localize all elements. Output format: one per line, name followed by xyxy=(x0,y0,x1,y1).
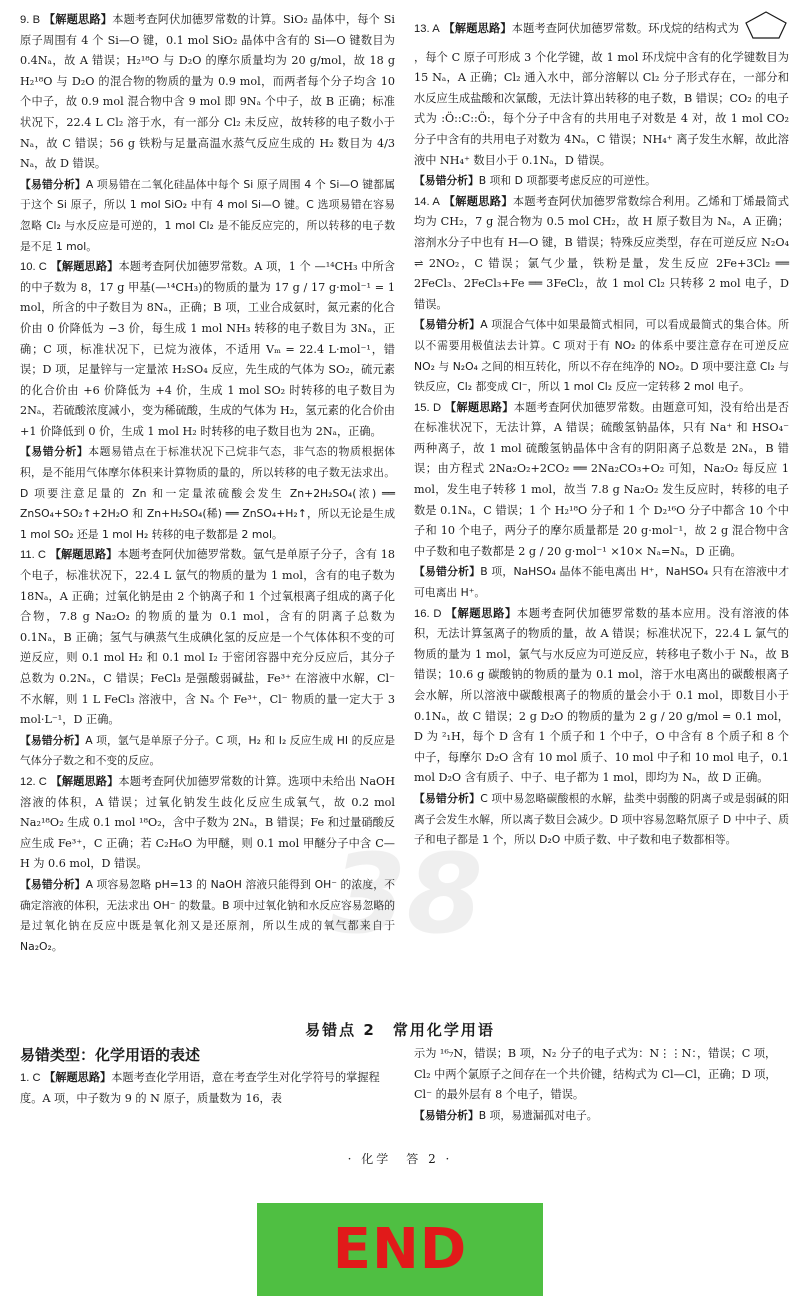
left-column xyxy=(20,10,395,957)
analysis-text: B 项和 D 项都要考虑反应的可逆性。 xyxy=(478,174,656,188)
question-14 xyxy=(414,192,789,316)
analysis-tag: 【易错分析】 xyxy=(20,734,86,747)
analysis-text: A 项，氩气是单原子分子。C 项，H₂ 和 I₂ 反应生成 HI 的反应是气体分子数之和不变的反应。 xyxy=(20,733,395,768)
analysis-text: B 项，易遗漏孤对电子。 xyxy=(478,1108,598,1122)
analysis-15 xyxy=(414,562,789,603)
analysis-tag: 【易错分析】 xyxy=(20,446,89,459)
solution-text: 本题考查阿伏加德罗常数的计算。选项中未给出 NaOH 溶液的体积，A 错误；过氧化钠发生歧化反应生成氧气，故 0.2 mol Na₂¹⁸O₂ 生成 0.1 mol ¹⁸O₂，含中子数为 2Nₐ，B 错误；Fe 和过量硝酸反应生成 Fe³⁺，C 正确；若 C₂H₆O 为甲醚，则 0.1 mol 甲醚分子中含 C—H 为 0.6 mol，D 错误。 xyxy=(20,774,395,871)
question-10 xyxy=(20,257,395,442)
cyclopentane-structure-icon xyxy=(743,10,789,48)
watermark: 38 xyxy=(330,830,484,958)
analysis-14 xyxy=(414,315,789,397)
section2-question-1 xyxy=(20,1068,395,1109)
analysis-tag: 【易错分析】 xyxy=(414,566,481,579)
analysis-tag: 【易错分析】 xyxy=(414,792,481,805)
solution-tag: 【解题思路】 xyxy=(49,549,118,562)
section2-right xyxy=(414,1044,789,1126)
analysis-12 xyxy=(20,875,395,957)
question-13 xyxy=(414,10,789,171)
solution-text: 本题考查阿伏加德罗常数的计算。SiO₂ 晶体中，每个 Si 原子周围有 4 个 Si—O 键，0.1 mol SiO₂ 晶体中含有的 Si—O 键数目为 0.4Nₐ，故 A 错误；H₂¹⁸O 与 D₂O 的摩尔质量均为 20 g/mol，故 18 g H₂¹⁸O 与 D₂O 的混合物的物质的量为 0.9 mol，而两者每个分子均含 10 个中子，故 0.9 mol 混合物中含 9 mol 即 9Nₐ 个中子，故 B 正确；标准状况下，22.4 L Cl₂ 溶于水，有一部分 Cl₂ 未反应，故转移的电子数小于 Nₐ，故 C 错误；56 g 铁粉与足量高温水蒸气反应生成的 H₂ 数目为 4/3 Nₐ，故 D 错误。 xyxy=(20,13,395,171)
solution-text-cont: ，每个 C 原子可形成 3 个化学键，故 1 mol 环戊烷中含有的化学键数目为 15 Nₐ，A 正确；Cl₂ 通入水中，部分溶解以 Cl₂ 分子形式存在，一部分和水反应生成盐酸和次氯酸，无法计算出转移的电子数，B 错误；CO₂ 的电子式为 :Ö::C::Ö:，每个分子中含有的共用电子对数是 4 对，故 1 mol CO₂ 分子中含有的共用电子对数为 4Nₐ，C 错误；NH₄⁺ 离子发生水解，故此溶液中 NH₄⁺ 数目小于 0.1Nₐ，D 错误。 xyxy=(414,50,789,167)
analysis-text: A 项容易忽略 pH=13 的 NaOH 溶液只能得到 OH⁻ 的浓度，不确定溶液的体积，无法求出 OH⁻ 的数量。B 项中过氧化钠和水反应容易忽略的是过氧化钠在反应中既是氧化剂又是还原剂，所以生成的氧气都来自于 Na₂O₂。 xyxy=(20,877,396,953)
analysis-tag: 【易错分析】 xyxy=(20,178,86,191)
solution-text: 本题考查化学用语，意在考查学生对化学符号的掌握程度。A 项，中子数为 9 的 N 原子，质量数为 16，表 xyxy=(20,1071,380,1105)
right-column xyxy=(414,10,789,851)
solution-tag: 【解题思路】 xyxy=(443,22,512,35)
analysis-text: A 项混合气体中如果最简式相同，可以看成最简式的集合体。所以不需要用极值法去计算。C 项对于有 NO₂ 的体系中要注意存在可逆反应 NO₂ 与 N₂O₄ 之间的相互转化，所以不存在纯净的 NO₂。D 项中要注意 Cl₂ 与铁反应，Cl₂ 都变成 Cl⁻，所以 1 mol Cl₂ 反应一定转移 2 mol 电子。 xyxy=(414,318,789,394)
section2-left xyxy=(20,1044,395,1109)
end-banner xyxy=(257,1203,543,1296)
question-number: 11. C xyxy=(20,549,47,562)
analysis-text: C 项中易忽略碳酸根的水解，盐类中弱酸的阴离子或是弱碱的阳离子会发生水解，所以离子数目会减少。D 项中容易忽略氘原子 D 中中子、质子和电子都是 1 个，所以 D₂O 中质子数、中子数和电子数都相等。 xyxy=(414,791,789,847)
question-9 xyxy=(20,10,395,175)
section-divider-heading: 易错点 2 常用化学用语 xyxy=(305,1021,495,1039)
question-number: 10. C xyxy=(20,261,47,274)
analysis-tag: 【易错分析】 xyxy=(20,878,86,891)
question-11 xyxy=(20,545,395,730)
question-15 xyxy=(414,398,789,563)
question-number: 9. B xyxy=(20,14,41,26)
analysis-tag: 【易错分析】 xyxy=(414,319,481,332)
question-number: 15. D xyxy=(414,401,442,414)
question-16 xyxy=(414,604,789,789)
analysis-16 xyxy=(414,789,789,851)
analysis-text: A 项易错在二氧化硅晶体中每个 Si 原子周围 4 个 Si—O 键都属于这个 Si 原子，所以 1 mol SiO₂ 中有 4 mol Si—O 键。C 选项易错在容易忽略 Cl₂ 与水反应是可逆的，1 mol Cl₂ 是不能反应完的，所以转移的电子数是不足 1 mol。 xyxy=(20,177,396,253)
solution-tag: 【解题思路】 xyxy=(44,1072,112,1084)
solution-text: 本题考查阿伏加德罗常数。环戊烷的结构式为 xyxy=(511,21,740,35)
question-number: 1. C xyxy=(20,1072,41,1084)
solution-tag: 【解题思路】 xyxy=(50,261,119,274)
solution-tag: 【解题思路】 xyxy=(43,14,113,26)
solution-text: 本题考查阿伏加德罗常数综合利用。乙烯和丁烯最简式均为 CH₂，7 g 混合物为 0.5 mol CH₂，故 H 原子数目为 Nₐ，A 正确；溶剂水分子中也有 H—O 键，B 错误；特殊反应类型，存在可逆反应 N₂O₄ ⇌ 2NO₂，C 错误；氯气少量，铁粉是量，发生反应 2Fe+3Cl₂ ══ 2FeCl₃、2FeCl₃+Fe ══ 3FeCl₂，故 1 mol Cl₂ 只转移 2 mol 电子，D 错误。 xyxy=(414,194,789,311)
analysis-tag: 【易错分析】 xyxy=(414,1109,479,1122)
question-number: 12. C xyxy=(20,775,47,788)
question-number: 14. A xyxy=(414,195,440,208)
question-12 xyxy=(20,772,395,875)
solution-tag: 【解题思路】 xyxy=(444,401,514,414)
question-number: 13. A xyxy=(414,22,440,35)
section2-analysis-1 xyxy=(414,1106,789,1127)
section2-question-1-cont xyxy=(414,1044,789,1106)
analysis-13 xyxy=(414,171,789,192)
solution-text: 本题考查阿伏加德罗常数的基本应用。没有溶液的体积，无法计算氢离子的物质的量，故 A 错误；标准状况下，22.4 L 氯气的物质的量为 1 mol，氯气与水反应为可逆反应，转移电子数小于 Nₐ，故 B 错误；10.6 g 碳酸钠的物质的量为 0.1 mol，溶于水电离出的碳酸根离子会水解，所以溶液中碳酸根离子的物质的量会小于 0.1 mol，即数目小于 0.1Nₐ，故 C 错误；2 g D₂O 的物质的量为 2 g / 20 g/mol = 0.1 mol，D 为 ²₁H，每个 D 含有 1 个质子和 1 个中子，O 中含有 8 个质子和 8 个中子，每摩尔 D₂O 含有 10 mol 质子、10 mol 中子和 10 mol 电子，0.1 mol D₂O 含有质子、中子、电子都为 1 mol，即均为 Nₐ，故 D 正确。 xyxy=(414,606,789,785)
solution-text: 本题考查阿伏加德罗常数。A 项，1 个 —¹⁴CH₃ 中所含的中子数为 8，17 g 甲基(—¹⁴CH₃)的物质的量为 17 g / 17 g·mol⁻¹ = 1 mol，所含的中子数目为 8Nₐ，正确；B 项，工业合成氨时，氮元素的化合价由 0 价降低为 −3 价，每生成 1 mol NH₃ 转移的电子数目为 3Nₐ，正确；C 项，标准状况下，已烷为液体，不适用 Vₘ = 22.4 L·mol⁻¹，错误；D 项，足量锌与一定量浓 H₂SO₄ 反应，先生成的气体为 SO₂，硫元素的化合价由 +6 价降低为 +4 价，生成 1 mol SO₂ 时转移的电子数目为 2Nₐ，若硫酸浓度减小，变为稀硫酸，生成的气体为 H₂，氢元素的化合价由 +1 价降低到 0 价，生成 1 mol H₂ 时转移的电子数目也为 2Nₐ，正确。 xyxy=(20,260,395,438)
analysis-10 xyxy=(20,442,395,545)
analysis-text: B 项，NaHSO₄ 晶体不能电离出 H⁺，NaHSO₄ 只有在溶液中才可电离出 H⁺。 xyxy=(414,565,790,600)
end-label: END xyxy=(332,1217,468,1282)
solution-tag: 【解题思路】 xyxy=(445,607,517,620)
solution-text: 本题考查阿伏加德罗常数。由题意可知，没有给出是否在标准状况下，无法计算，A 错误；硫酸氢钠晶体，只有 Na⁺ 和 HSO₄⁻ 两种离子，故 1 mol 硫酸氢钠晶体中含有的阴阳离子总数是 2Nₐ，B 错误；由方程式 2Na₂O₂+2CO₂ ══ 2Na₂CO₃+O₂ 可知，Na₂O₂ 每反应 1 mol，发生电子转移 1 mol，故当 7.8 g Na₂O₂ 发生反应时，转移的电子数是 0.1Nₐ，C 错误；1 个 H₂¹⁸O 分子和 1 个 D₂¹⁶O 分子中都含 10 个中子和 10 个电子，两分子的摩尔质量都是 20 g·mol⁻¹，故 2 g 混合物中含中子数和电子数都是 2 g / 20 g·mol⁻¹ ×10× Nₐ=Nₐ，D 正确。 xyxy=(414,400,789,558)
solution-text-cont: 示为 ¹⁶₇N，错误；B 项，N₂ 分子的电子式为：N⋮⋮N：，错误；C 项，Cl₂ 中两个氯原子之间存在一个共价键，结构式为 Cl—Cl，正确；D 项，Cl⁻ 的最外层有 8 个电子，错误。 xyxy=(414,1047,777,1102)
solution-tag: 【解题思路】 xyxy=(50,775,119,788)
analysis-11 xyxy=(20,731,395,772)
solution-tag: 【解题思路】 xyxy=(443,195,513,208)
page-footer: · 化学 答 2 · xyxy=(347,1152,453,1166)
analysis-9 xyxy=(20,175,395,257)
error-type-heading: 易错类型：化学用语的表述 xyxy=(20,1046,201,1064)
analysis-text: 本题易错点在于标准状况下己烷非气态，非气态的物质根据体积，是不能用气体摩尔体积来计算物质的量的，所以转移的电子数无法求出。D 项要注意足量的 Zn 和一定量浓硫酸会发生 Zn+2H₂SO₄(浓) ══ ZnSO₄+SO₂↑+2H₂O 和 Zn+H₂SO₄(稀) ══ ZnSO₄+H₂↑，所以无论是生成 1 mol SO₂ 还是 1 mol H₂ 转移的电子数都是 2 mol。 xyxy=(20,445,396,541)
analysis-tag: 【易错分析】 xyxy=(414,175,479,188)
question-number: 16. D xyxy=(414,607,442,620)
solution-text: 本题考查阿伏加德罗常数。氩气是单原子分子，含有 18 个电子，标准状况下，22.4 L 氩气的物质的量为 1 mol，含有的电子数为 18Nₐ，A 正确；过氧化钠是由 2 个钠离子和 1 个过氧根离子组成的离子化合物，7.8 g Na₂O₂ 的物质的量为 0.1 mol，含有的阴离子总数为 0.1Nₐ，B 正确；氢气与碘蒸气生成碘化氢的反应是一个气体体积不变的可逆反应，则 0.1 mol H₂ 和 0.1 mol I₂ 于密闭容器中充分反应后，其分子总数为 0.2Nₐ，C 错误；FeCl₃ 是强酸弱碱盐，Fe³⁺ 在溶液中水解，Cl⁻ 不水解，则 1 L FeCl₃ 溶液中，含 Nₐ 个 Fe³⁺，Cl⁻ 物质的量一定大于 3 mol·L⁻¹，D 正确。 xyxy=(20,548,395,727)
